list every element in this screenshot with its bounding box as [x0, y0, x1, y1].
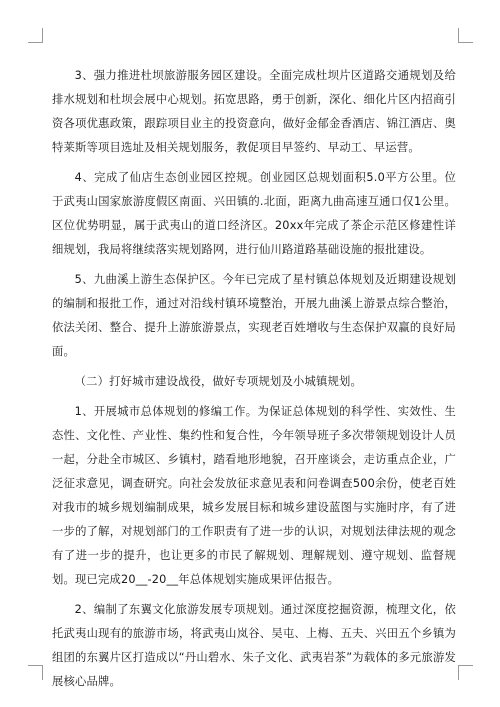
document-body — [52, 64, 456, 700]
crop-mark-bottom-left — [28, 665, 43, 680]
section-heading-urban-construction: （二）打好城市建设战役，做好专项规划及小城镇规划。 — [74, 375, 363, 388]
crop-mark-bottom-right — [458, 665, 473, 680]
crop-mark-top-left — [28, 28, 43, 43]
crop-mark-top-right — [458, 28, 473, 43]
paragraph-east-wing-tourism: 2、编制了东翼文化旅游发展专项规划。通过深度挖掘资源，梳理文化，依托武夷山现有的旅游市场，将武夷山岚谷、吴屯、上梅、五夫、兴田五个乡镇为组团的东翼片区打造成以“丹山碧水、朱子文化、武夷岩茶”为载体的多元旅游发展核心品牌。 — [52, 603, 456, 688]
paragraph-duba-service-zone: 3、强力推进杜坝旅游服务园区建设。全面完成杜坝片区道路交通规划及给排水规划和杜坝会展中心规划。拓宽思路，勇于创新，深化、细化片区内招商引资各项优惠政策，跟踪项目业主的投资意向，做好金郁金香酒店、锦江酒店、奥特莱斯等项目选址及相关规划服务，教促项目早签约、早动工、早运营。 — [52, 69, 456, 154]
paragraph-xiandian-eco-park: 4、完成了仙店生态创业园区控规。创业园区总规划面积5.0平方公里。位于武夷山国家旅游度假区南面、兴田镇的.北面，距离九曲高速互通口仅1公里。区位优势明显，属于武夷山的道口经济区。20xx年完成了茶企示范区修建性详细规划，我局将继续落实规划路网，进行仙川路道路基础设施的报批建设。 — [52, 171, 456, 256]
paragraph-jiuqu-upstream: 5、九曲溪上游生态保护区。今年已完成了星村镇总体规划及近期建设规划的编制和报批工作，通过对沿线村镇环境整治，开展九曲溪上游景点综合整治，依法关闭、整合、提升上游旅游景点，实现老百姓增收与生态保护双赢的良好局面。 — [52, 273, 456, 358]
paragraph-master-plan-revision: 1、开展城市总体规划的修编工作。为保证总体规划的科学性、实效性、生态性、文化性、产业性、集约性和复合性，今年领导班子多次带领规划设计人员一起，分赴全市城区、乡镇村，踏看地形地貌，召开座谈会，走访重点企业，广泛征求意见，调查研究。向社会发放征求意见表和问卷调查500余份，使老百姓对我市的城乡规划编制成果，城乡发展目标和城乡建设蓝图与实施时序，有了进一步的了解，对规划部门的工作职责有了进一步的认识，对规划法律法规的观念有了进一步的提升，也让更多的市民了解规划、理解规划、遵守规划、监督规划。现已完成20__-20__年总体规划实施成果评估报告。 — [52, 405, 456, 586]
